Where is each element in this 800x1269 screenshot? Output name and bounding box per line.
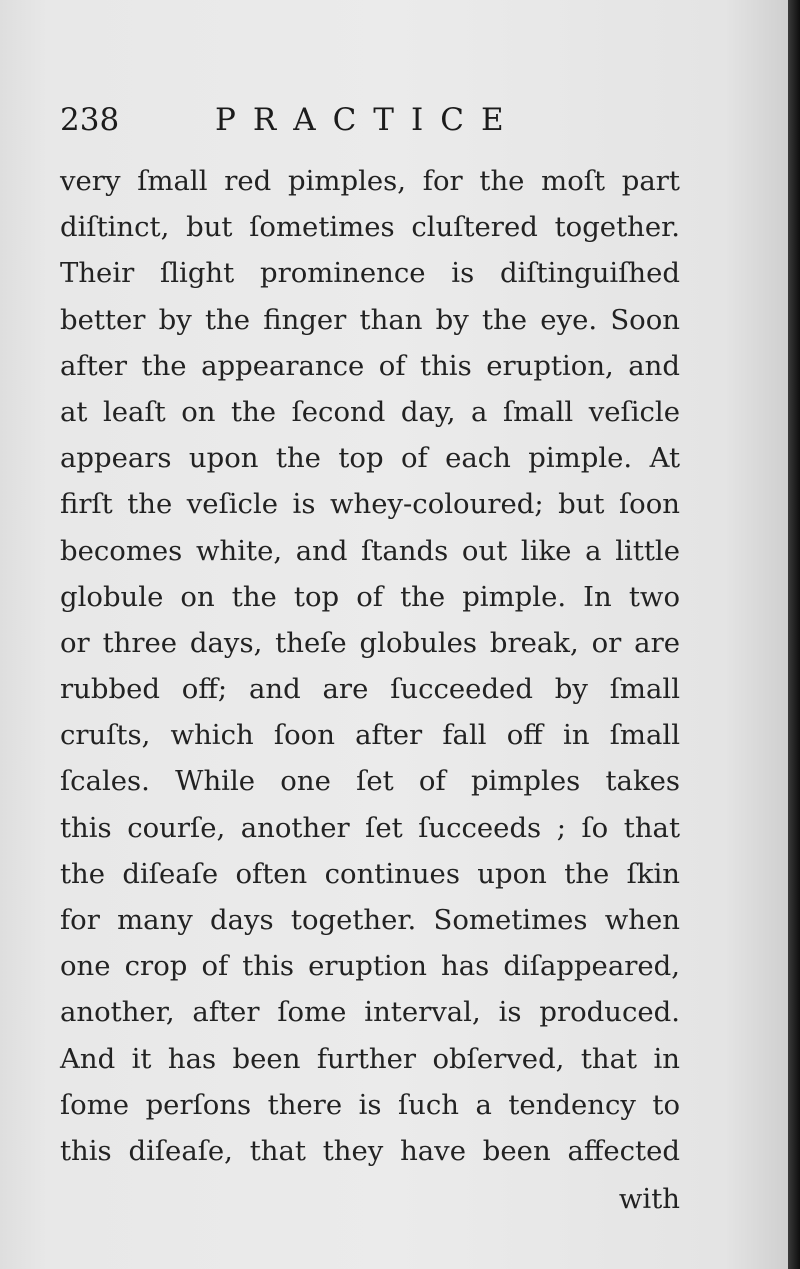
page-number: 238 [60,102,120,138]
text-line: better by the finger than by the eye. Soon [60,303,680,336]
running-head: PRACTICE [215,102,521,138]
text-line: this diſeaſe, that they have been affected [60,1134,680,1167]
text-line: Their ſlight prominence is diſtinguiſhed [60,257,680,290]
text-line: the diſeaſe often continues upon the ſkin [60,857,680,890]
text-line: this courſe, another ſet ſucceeds ; ſo that [60,811,680,844]
text-line: ſcales. While one ſet of pimples takes [60,765,680,798]
text-line: another, after ſome interval, is produced. [60,996,680,1029]
body-text [60,158,680,1174]
text-line: ſome perſons there is ſuch a tendency to [60,1088,680,1121]
page-header [60,100,680,148]
text-line: firſt the veſicle is whey-coloured; but ſoon [60,488,680,521]
catchword: with [618,1183,680,1215]
text-line: or three days, theſe globules break, or are [60,626,680,659]
text-line: globule on the top of the pimple. In two [60,580,680,613]
text-line: at leaſt on the ſecond day, a ſmall veſicle [60,395,680,428]
text-line: for many days together. Sometimes when [60,904,680,936]
text-line: cruſts, which ſoon after fall off in ſmall [60,719,680,752]
text-line: becomes white, and ſtands out like a little [60,534,680,567]
text-line: rubbed off; and are ſucceeded by ſmall [60,673,680,706]
text-line: And it has been further obſerved, that in [60,1042,680,1075]
text-line: one crop of this eruption has diſappeared, [60,950,680,983]
text-line: very ſmall red pimples, for the moſt part [60,165,680,197]
page-edge-shadow [788,0,800,1269]
text-line: diſtinct, but ſometimes cluſtered together. [60,211,680,244]
text-line: appears upon the top of each pimple. At [60,442,680,475]
text-line: after the appearance of this eruption, and [60,349,680,382]
